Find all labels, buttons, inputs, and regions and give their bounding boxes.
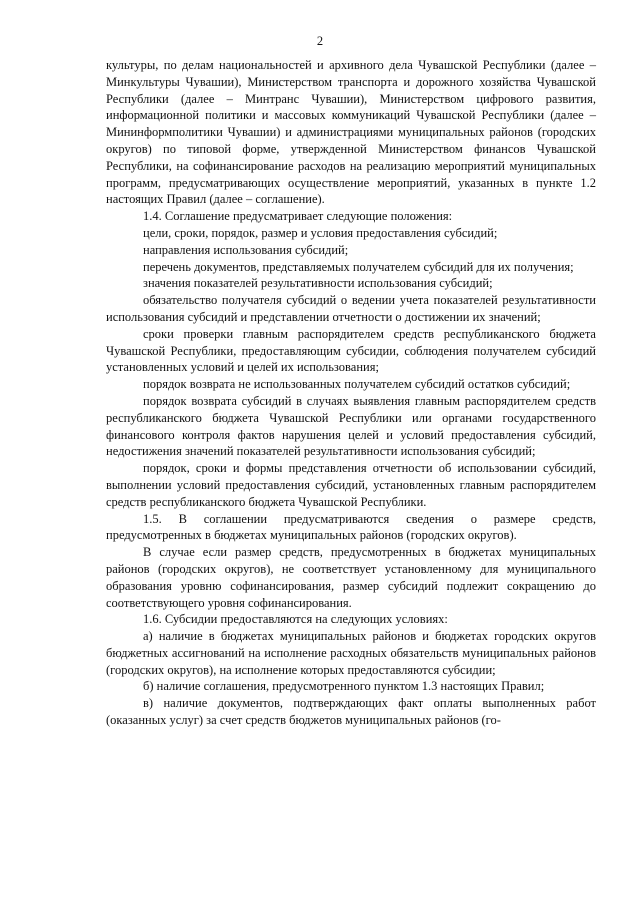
paragraph-1-4: 1.4. Соглашение предусматривает следующие положения: [143,209,453,224]
paragraph-item: порядок возврата не использованных получателем субсидий остатков субсидий; [143,377,571,392]
paragraph-item: направления использования субсидий; [143,242,349,257]
paragraph-item: порядок возврата субсидий в случаях выявления главным распорядителем средств республиканского бюджета Чувашской Республики или органами государственного финансового контроля фактов нарушения целей и условий предоставления субсидий, недостижения значений показателей результативности использования субсидий; [106,393,596,459]
paragraph-1-5: 1.5. В соглашении предусматриваются сведения о размере средств, предусмотренных в бюджетах муниципальных районов (городских округов). [106,511,596,543]
paragraph-item: обязательство получателя субсидий о ведении учета показателей результативности использования субсидий и представлении отчетности о достижении их значений; [106,293,596,324]
paragraph: В случае если размер средств, предусмотренных в бюджетах муниципальных районов (городских округов), не соответствует установленному для муниципального образования уровню софинансирования, размер субсидий подлежит сокращению до соответствующего уровня софинансирования. [106,545,596,610]
page-number: 2 [316,34,324,48]
paragraph-item-v: в) наличие документов, подтверждающих факт оплаты выполненных работ (оказанных услуг) за счет средств бюджетов муниципальных районов (го- [106,696,596,728]
paragraph-item: перечень документов, представляемых получателем субсидий для их получения; [143,259,574,274]
paragraph-1-6: 1.6. Субсидии предоставляются на следующих условиях: [143,612,448,627]
document-body [106,57,596,729]
paragraph-item: порядок, сроки и формы представления отчетности об использовании субсидий, выполнении условий предоставления субсидий, установленных главным распорядителем средств республиканского бюджета Чувашской Республики. [106,461,596,509]
paragraph-item: сроки проверки главным распорядителем средств республиканского бюджета Чувашской Республики, предоставляющим субсидии, соблюдения получателем субсидий установленных условий и целей их использования; [106,326,596,375]
paragraph-item-b: б) наличие соглашения, предусмотренного пунктом 1.3 настоящих Правил; [143,679,545,694]
paragraph-continuation: культуры, по делам национальностей и архивного дела Чувашской Республики (далее – Минкультуры Чувашии), Министерством транспорта и дорожного хозяйства Чувашской Республики (далее – Минтранс Чувашии), Министерством цифрового развития, информационной политики и массовых коммуникаций Чувашской Республики (далее – Мининформполитики Чувашии) и администрациями муниципальных районов (городских округов) по типовой форме, утвержденной Министерством финансов Чувашской Республики, на софинансирование расходов на реализацию мероприятий муниципальных программ, предусматривающих осуществление мероприятий, указанных в пункте 1.2 настоящих Правил (далее – соглашение). [106,58,596,207]
paragraph-item: цели, сроки, порядок, размер и условия предоставления субсидий; [143,225,498,240]
paragraph-item: значения показателей результативности использования субсидий; [143,276,493,291]
paragraph-item-a: а) наличие в бюджетах муниципальных районов и бюджетах городских округов бюджетных ассигнований на исполнение расходных обязательств муниципальных районов (городских округов), на исполнение которых предоставляются субсидии; [106,629,596,677]
